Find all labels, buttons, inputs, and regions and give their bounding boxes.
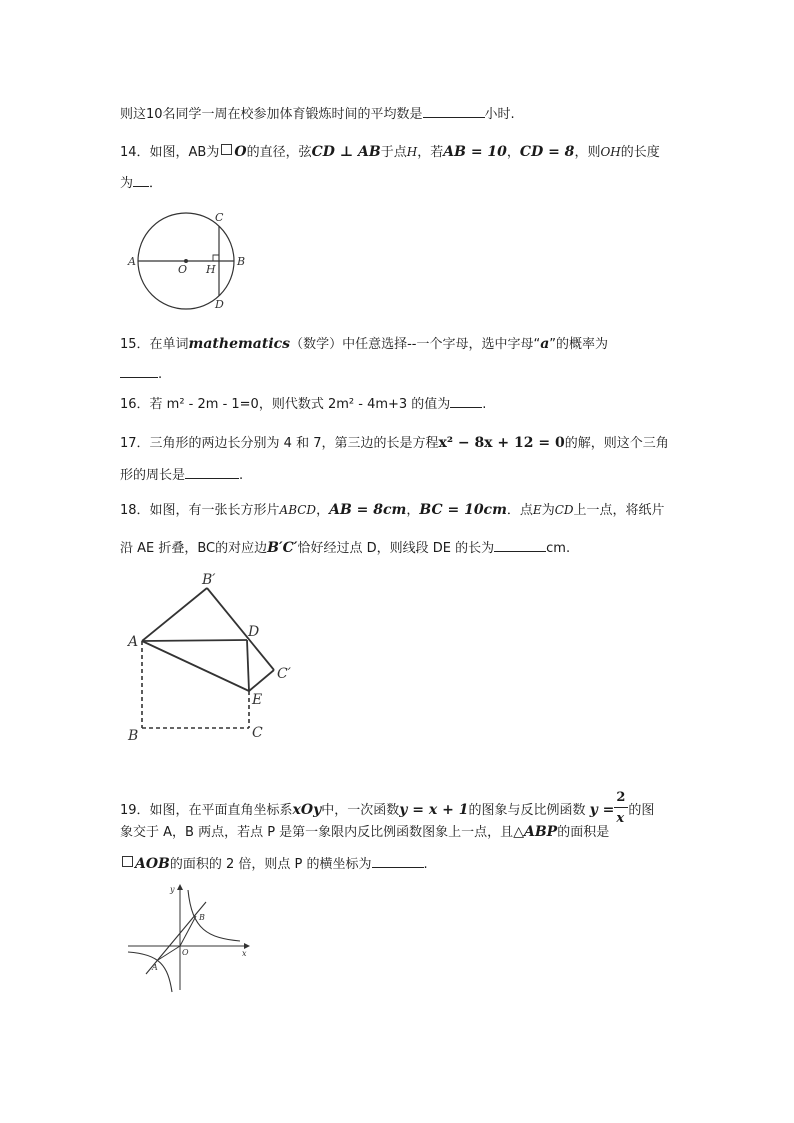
q14-label-d: D <box>215 298 224 311</box>
q15-line2 <box>120 364 162 385</box>
q18-seg-cprime-e <box>249 670 274 691</box>
q16-text: 16．若 m² - 2m - 1=0，则代数式 2m² - 4m+3 的值为 <box>120 397 451 412</box>
q19-triangle-abp: △ABP <box>513 824 558 840</box>
q17-line2-text: 形的周长是 <box>120 468 186 483</box>
q19-answer-blank[interactable] <box>372 854 424 868</box>
q19-label-a: A <box>152 963 158 972</box>
q19-inverse-y: y = <box>589 802 615 818</box>
q19-hyperbola-q1 <box>188 890 240 941</box>
q14-text-2: 于点 <box>380 145 407 160</box>
q19-xoy: xOy <box>292 802 322 818</box>
q14-text-1: 的直径，弦 <box>246 145 312 160</box>
q14-text-5: 的长度 <box>620 145 660 160</box>
q18-abcd: ABCD <box>279 503 317 517</box>
q18-answer-blank[interactable] <box>494 538 546 552</box>
q14-text-3: ，若 <box>417 145 444 160</box>
q19-text-2: 中，一次函数 <box>321 803 400 818</box>
q16-answer-blank[interactable] <box>450 394 482 408</box>
q14-label-a: A <box>128 255 136 268</box>
q19-y-arrow-icon <box>177 884 183 890</box>
q18-bc-prime: B′C′ <box>267 540 298 556</box>
q18-line2-text-b: 恰好经过点 D，则线段 DE 的长为 <box>297 541 495 556</box>
q18-seg-a-bprime <box>142 588 207 641</box>
q18-line2 <box>120 538 570 559</box>
q19-label-x: x <box>242 949 247 958</box>
q18-comma: ， <box>406 503 420 518</box>
q17-text-2: 的解，则这个三角 <box>564 436 669 451</box>
q18-label-b: B <box>128 728 139 744</box>
q15-text-2: （数学）中任意选择--一个字母，选中字母“ <box>290 337 541 352</box>
q18-label-d: D <box>248 624 260 640</box>
q17-text-1: 17．三角形的两边长分别为 4 和 7，第三边的长是方程 <box>120 436 439 451</box>
q19-label-b: B <box>199 913 205 922</box>
q14-answer-blank[interactable] <box>133 173 149 187</box>
q15-line1 <box>120 334 608 355</box>
q14-h: H <box>406 145 418 159</box>
q14-circle-o: O <box>234 144 247 160</box>
q19-end: . <box>423 857 428 872</box>
q18-text-2: ．点 <box>506 503 533 518</box>
q18-text-1b: ， <box>316 503 330 518</box>
q18-e: E <box>532 503 542 517</box>
q19-linear-function: y = x + 1 <box>399 802 469 818</box>
q17-answer-blank[interactable] <box>185 465 239 479</box>
q19-line3 <box>120 854 428 875</box>
q14-line2 <box>120 173 162 194</box>
q15-letter: a <box>540 336 550 352</box>
q14-number: 14．如图，AB为 <box>120 145 220 160</box>
q19-segment-oa <box>158 946 180 960</box>
q17-end: . <box>239 468 244 483</box>
q14-cd-8: CD = 8 <box>519 144 575 160</box>
q15-end: . <box>158 367 163 382</box>
q18-text-4: 上一点，将纸片 <box>573 503 665 518</box>
q14-oh: OH <box>600 145 621 159</box>
q15-text-1: 15．在单词 <box>120 337 189 352</box>
q16-end: . <box>482 397 487 412</box>
q13-text: 则这10名同学一周在校参加体育锻炼时间的平均数是 <box>120 107 423 122</box>
q14-line2-text: 为 <box>120 176 134 191</box>
q15-answer-blank[interactable] <box>120 364 158 378</box>
q19-inverse-fraction <box>614 788 628 828</box>
q19-line3-text: 的面积的 2 倍，则点 P 的横坐标为 <box>169 857 372 872</box>
q19-fraction-denominator: x <box>616 811 625 826</box>
q18-label-c: C <box>252 725 263 741</box>
q15-text-3: ”的概率为 <box>549 337 609 352</box>
q18-text-3: 为 <box>541 503 555 518</box>
q18-unit: cm. <box>546 541 571 556</box>
q14-line1 <box>120 142 660 163</box>
q19-triangle-aob: AOB <box>135 856 170 872</box>
q18-text-1: 18．如图，有一张长方形片 <box>120 503 280 518</box>
q14-ab-10: AB = 10 <box>443 144 507 160</box>
q19-graph-figure <box>122 882 258 994</box>
q19-line2-text-a: 象交于 A，B 两点，若点 P 是第一象限内反比例函数图象上一点，且 <box>120 825 514 840</box>
q14-text-4: ，则 <box>574 145 601 160</box>
q19-fraction-numerator: 2 <box>616 790 626 805</box>
q17-equation: x² − 8x + 12 = 0 <box>438 435 565 451</box>
circle-symbol-icon <box>221 144 232 155</box>
q14-label-b: B <box>237 255 246 268</box>
q18-label-e: E <box>252 692 263 708</box>
q19-text-1: 19．如图，在平面直角坐标系 <box>120 803 293 818</box>
q14-label-c: C <box>215 211 224 224</box>
q18-label-bprime: B′ <box>202 572 216 588</box>
q18-label-cprime: C′ <box>277 666 291 682</box>
q19-label-o: O <box>182 948 189 957</box>
q14-circle-figure <box>120 206 260 316</box>
q17-line2 <box>120 465 243 486</box>
q18-ab-8: AB = 8cm <box>329 502 407 518</box>
q14-end: ． <box>149 176 163 191</box>
q14-cd-perp-ab: CD ⊥ AB <box>311 144 381 160</box>
q18-seg-a-d <box>142 640 247 641</box>
triangle-symbol-icon <box>122 856 133 867</box>
q17-line1 <box>120 433 669 454</box>
q19-line2 <box>120 822 609 843</box>
q14-label-h: H <box>206 263 216 276</box>
q18-line2-text-a: 沿 AE 折叠，BC的对应边 <box>120 541 268 556</box>
q13-line <box>120 104 515 125</box>
q18-seg-a-e <box>142 641 249 691</box>
q13-answer-blank[interactable] <box>423 104 485 118</box>
q18-seg-d-e <box>247 640 249 691</box>
q19-text-4: 的图 <box>628 803 655 818</box>
q19-line2-text-b: 的面积是 <box>557 825 610 840</box>
q15-word: mathematics <box>188 336 291 352</box>
q19-label-y: y <box>170 885 175 894</box>
q14-comma: ， <box>506 145 520 160</box>
q19-text-3: 的图象与反比例函数 <box>468 803 586 818</box>
q18-cd: CD <box>554 503 574 517</box>
q13-unit: 小时. <box>484 107 515 122</box>
q19-fraction-bar <box>614 807 628 808</box>
q18-seg-bprime-cprime <box>207 588 274 670</box>
q18-label-a: A <box>128 634 139 650</box>
q18-fold-figure <box>124 568 304 748</box>
q18-bc-10: BC = 10cm <box>419 502 507 518</box>
q18-line1 <box>120 500 665 521</box>
q16-line <box>120 394 486 415</box>
q19-hyperbola-q3 <box>128 952 172 992</box>
q14-label-o: O <box>178 263 188 276</box>
q14-right-angle-mark <box>213 255 219 261</box>
